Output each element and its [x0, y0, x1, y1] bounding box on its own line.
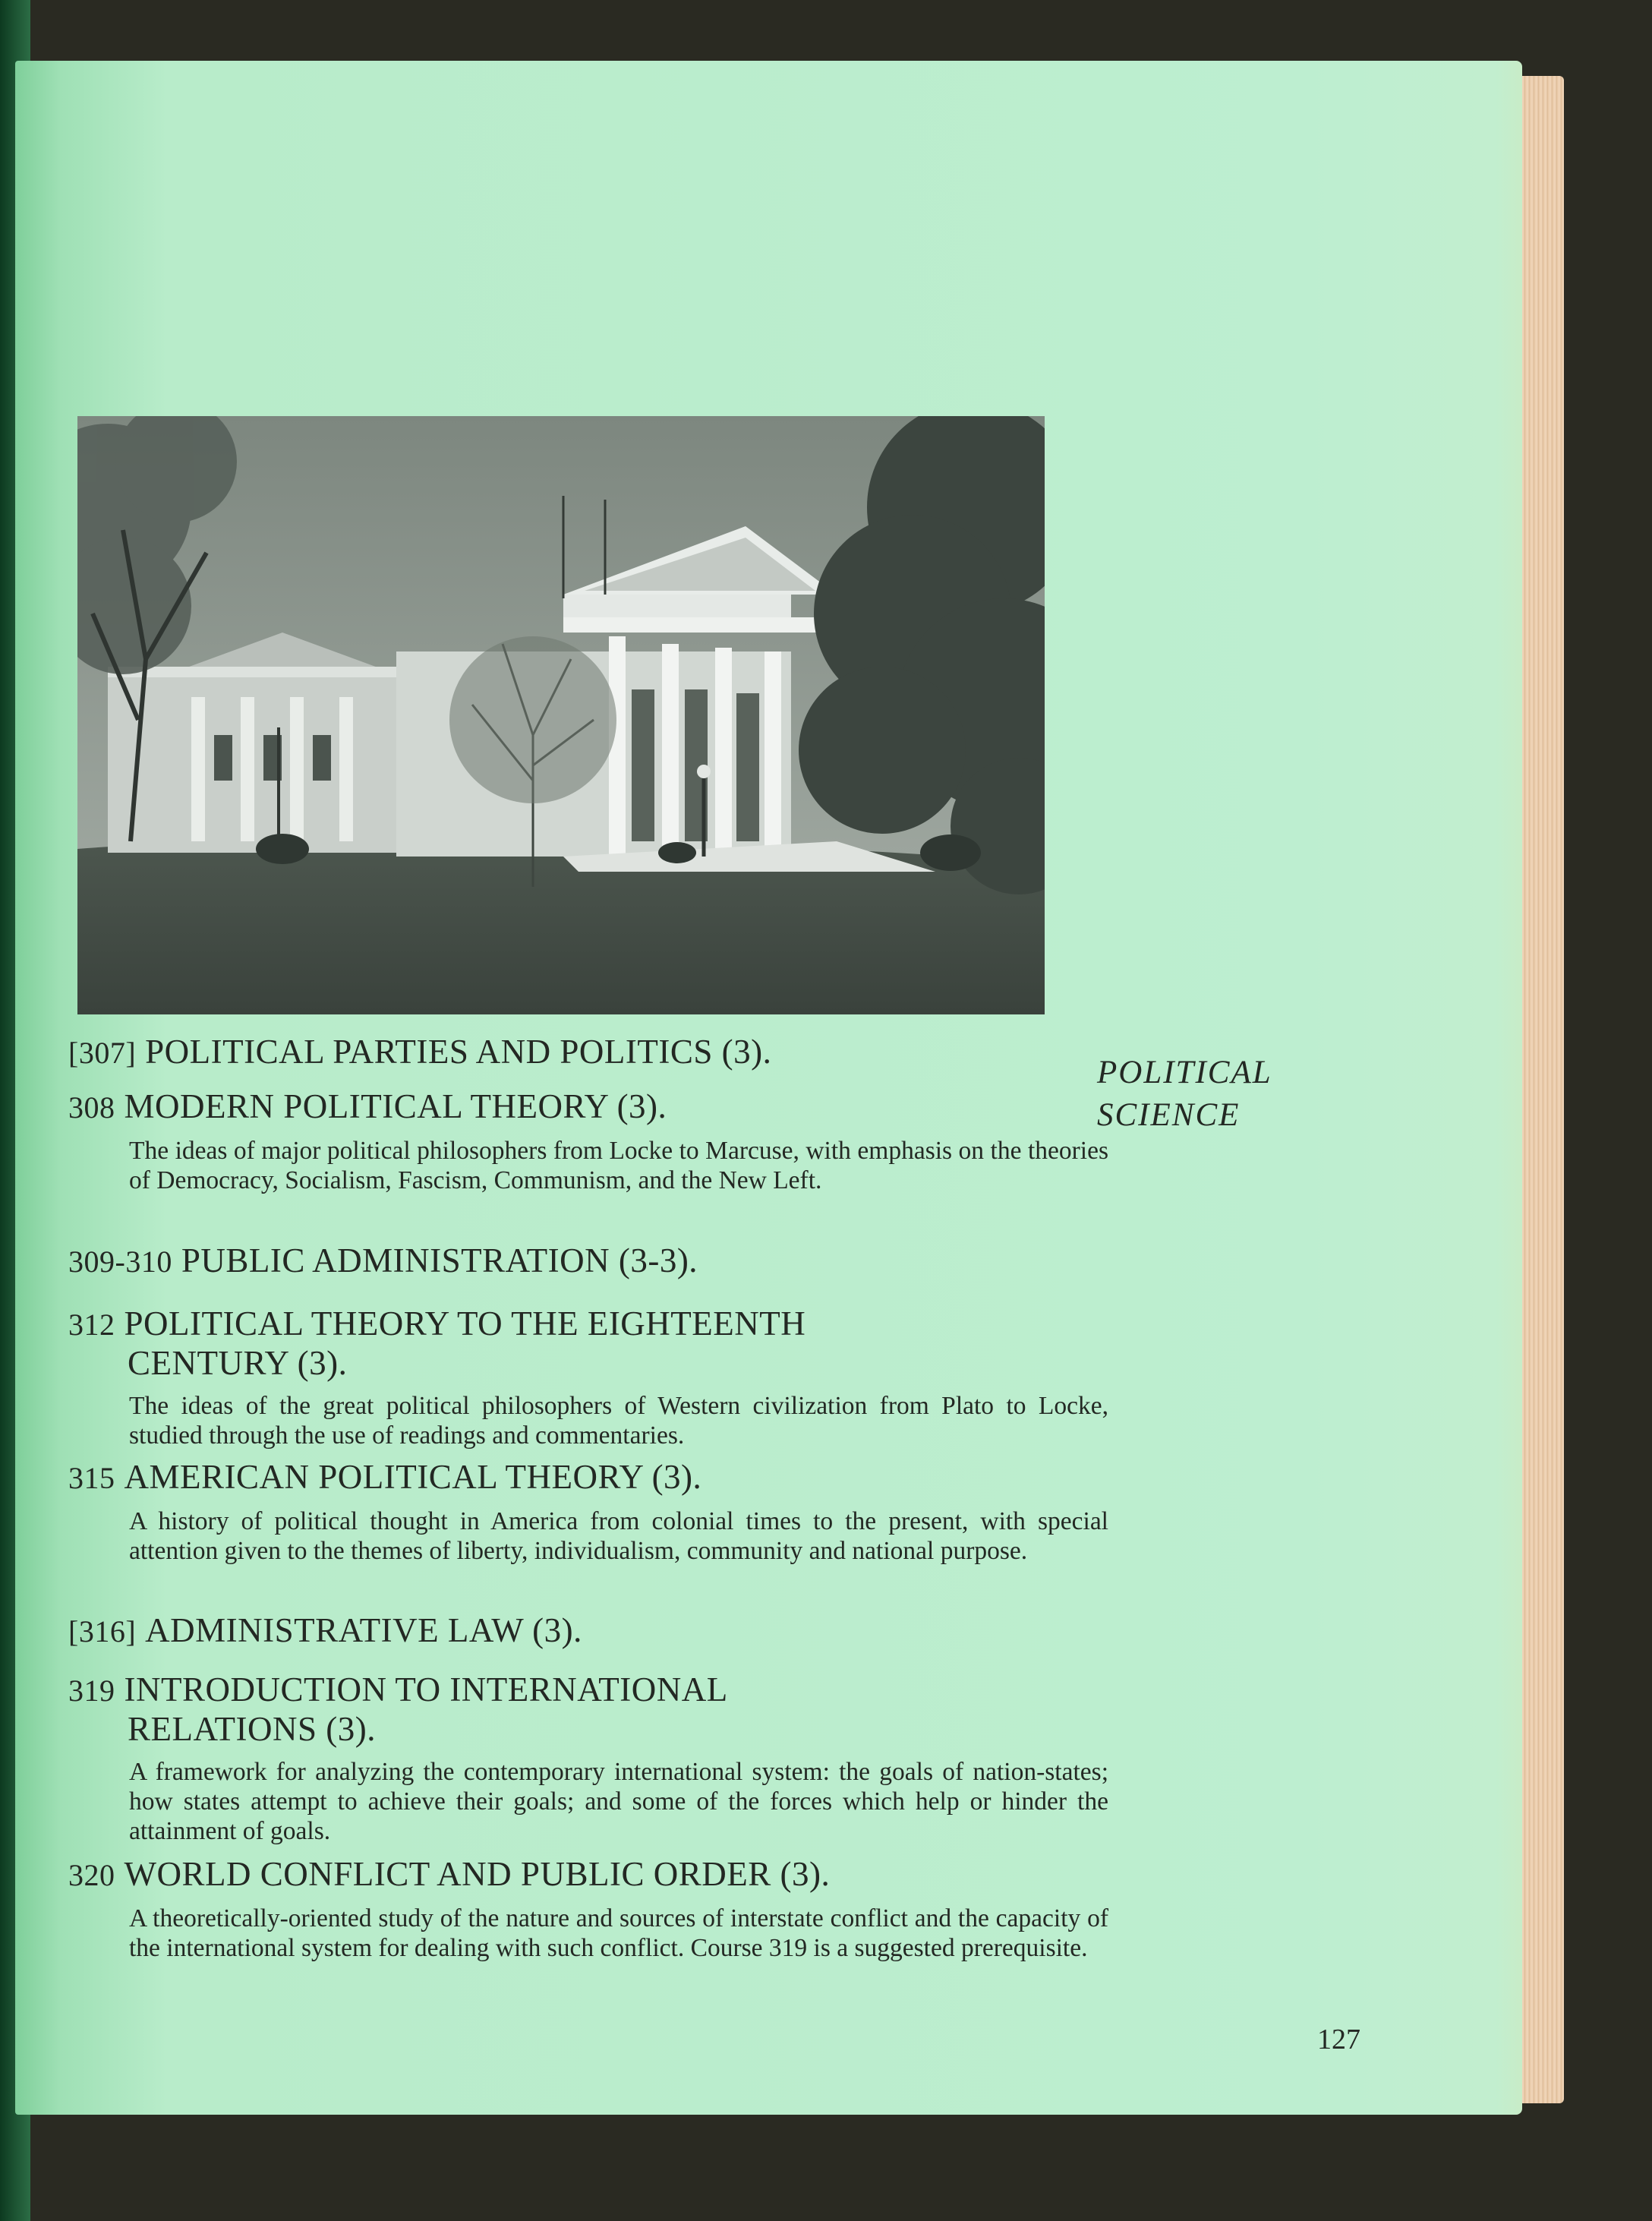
course-319 — [68, 1670, 1108, 1846]
course-heading — [68, 1458, 1070, 1497]
course-description: A theoretically-oriented study of the nature and sources of interstate conflict and the capacity of the international system for dealing with such conflict. Course 319 is a suggested prerequisite. — [129, 1904, 1108, 1962]
course-number: 319 — [68, 1674, 115, 1708]
course-316 — [68, 1611, 1070, 1651]
course-heading — [68, 1033, 1070, 1072]
course-number: 312 — [68, 1308, 115, 1342]
section-title-line1: POLITICAL — [1097, 1055, 1272, 1090]
course-heading — [68, 1611, 1070, 1651]
section-title — [1097, 1052, 1272, 1137]
course-description: The ideas of major political philosophers from Locke to Marcuse, with emphasis on the theories of Democracy, Socialism, Fascism, Communism, and the New Left. — [129, 1137, 1108, 1194]
course-number: 308 — [68, 1090, 115, 1125]
course-heading — [68, 1305, 1070, 1382]
course-title: PUBLIC ADMINISTRATION (3-3). — [181, 1241, 698, 1279]
course-description: A history of political thought in America from colonial times to the present, with special attention given to the themes of liberty, individualism, community and national purpose. — [129, 1507, 1108, 1565]
course-title: INTRODUCTION TO INTERNATIONAL — [124, 1670, 728, 1708]
course-307 — [68, 1033, 1070, 1072]
page-number: 127 — [1317, 2024, 1360, 2055]
course-320 — [68, 1855, 1108, 1963]
course-number: 315 — [68, 1461, 115, 1495]
course-308 — [68, 1087, 1108, 1195]
course-heading — [68, 1670, 1070, 1748]
course-number: [307] — [68, 1036, 137, 1070]
course-312 — [68, 1305, 1108, 1450]
course-title: WORLD CONFLICT AND PUBLIC ORDER (3). — [124, 1855, 831, 1893]
course-309-310 — [68, 1241, 1070, 1281]
course-title: ADMINISTRATIVE LAW (3). — [145, 1611, 582, 1649]
course-heading — [68, 1087, 1070, 1127]
course-title: POLITICAL PARTIES AND POLITICS (3). — [145, 1033, 772, 1071]
course-heading — [68, 1241, 1070, 1281]
capitol-building-photo — [77, 416, 1045, 1014]
course-number: [316] — [68, 1614, 137, 1648]
course-title: POLITICAL THEORY TO THE EIGHTEENTH — [124, 1305, 806, 1342]
course-title-continued: CENTURY (3). — [128, 1344, 348, 1382]
course-number: 309-310 — [68, 1245, 172, 1279]
course-heading — [68, 1855, 1070, 1894]
course-title: AMERICAN POLITICAL THEORY (3). — [124, 1458, 702, 1496]
course-title-continued: RELATIONS (3). — [128, 1710, 376, 1748]
course-315 — [68, 1458, 1108, 1566]
course-title: MODERN POLITICAL THEORY (3). — [124, 1087, 667, 1125]
course-description: A framework for analyzing the contemporary international system: the goals of nation-states; how states attempt to achieve their goals; and some of the forces which help or hinder the attainment of goals. — [129, 1758, 1108, 1845]
course-number: 320 — [68, 1858, 115, 1892]
course-description: The ideas of the great political philosophers of Western civilization from Plato to Locke, studied through the use of readings and commentaries. — [129, 1392, 1108, 1450]
section-title-line2: SCIENCE — [1097, 1097, 1241, 1133]
